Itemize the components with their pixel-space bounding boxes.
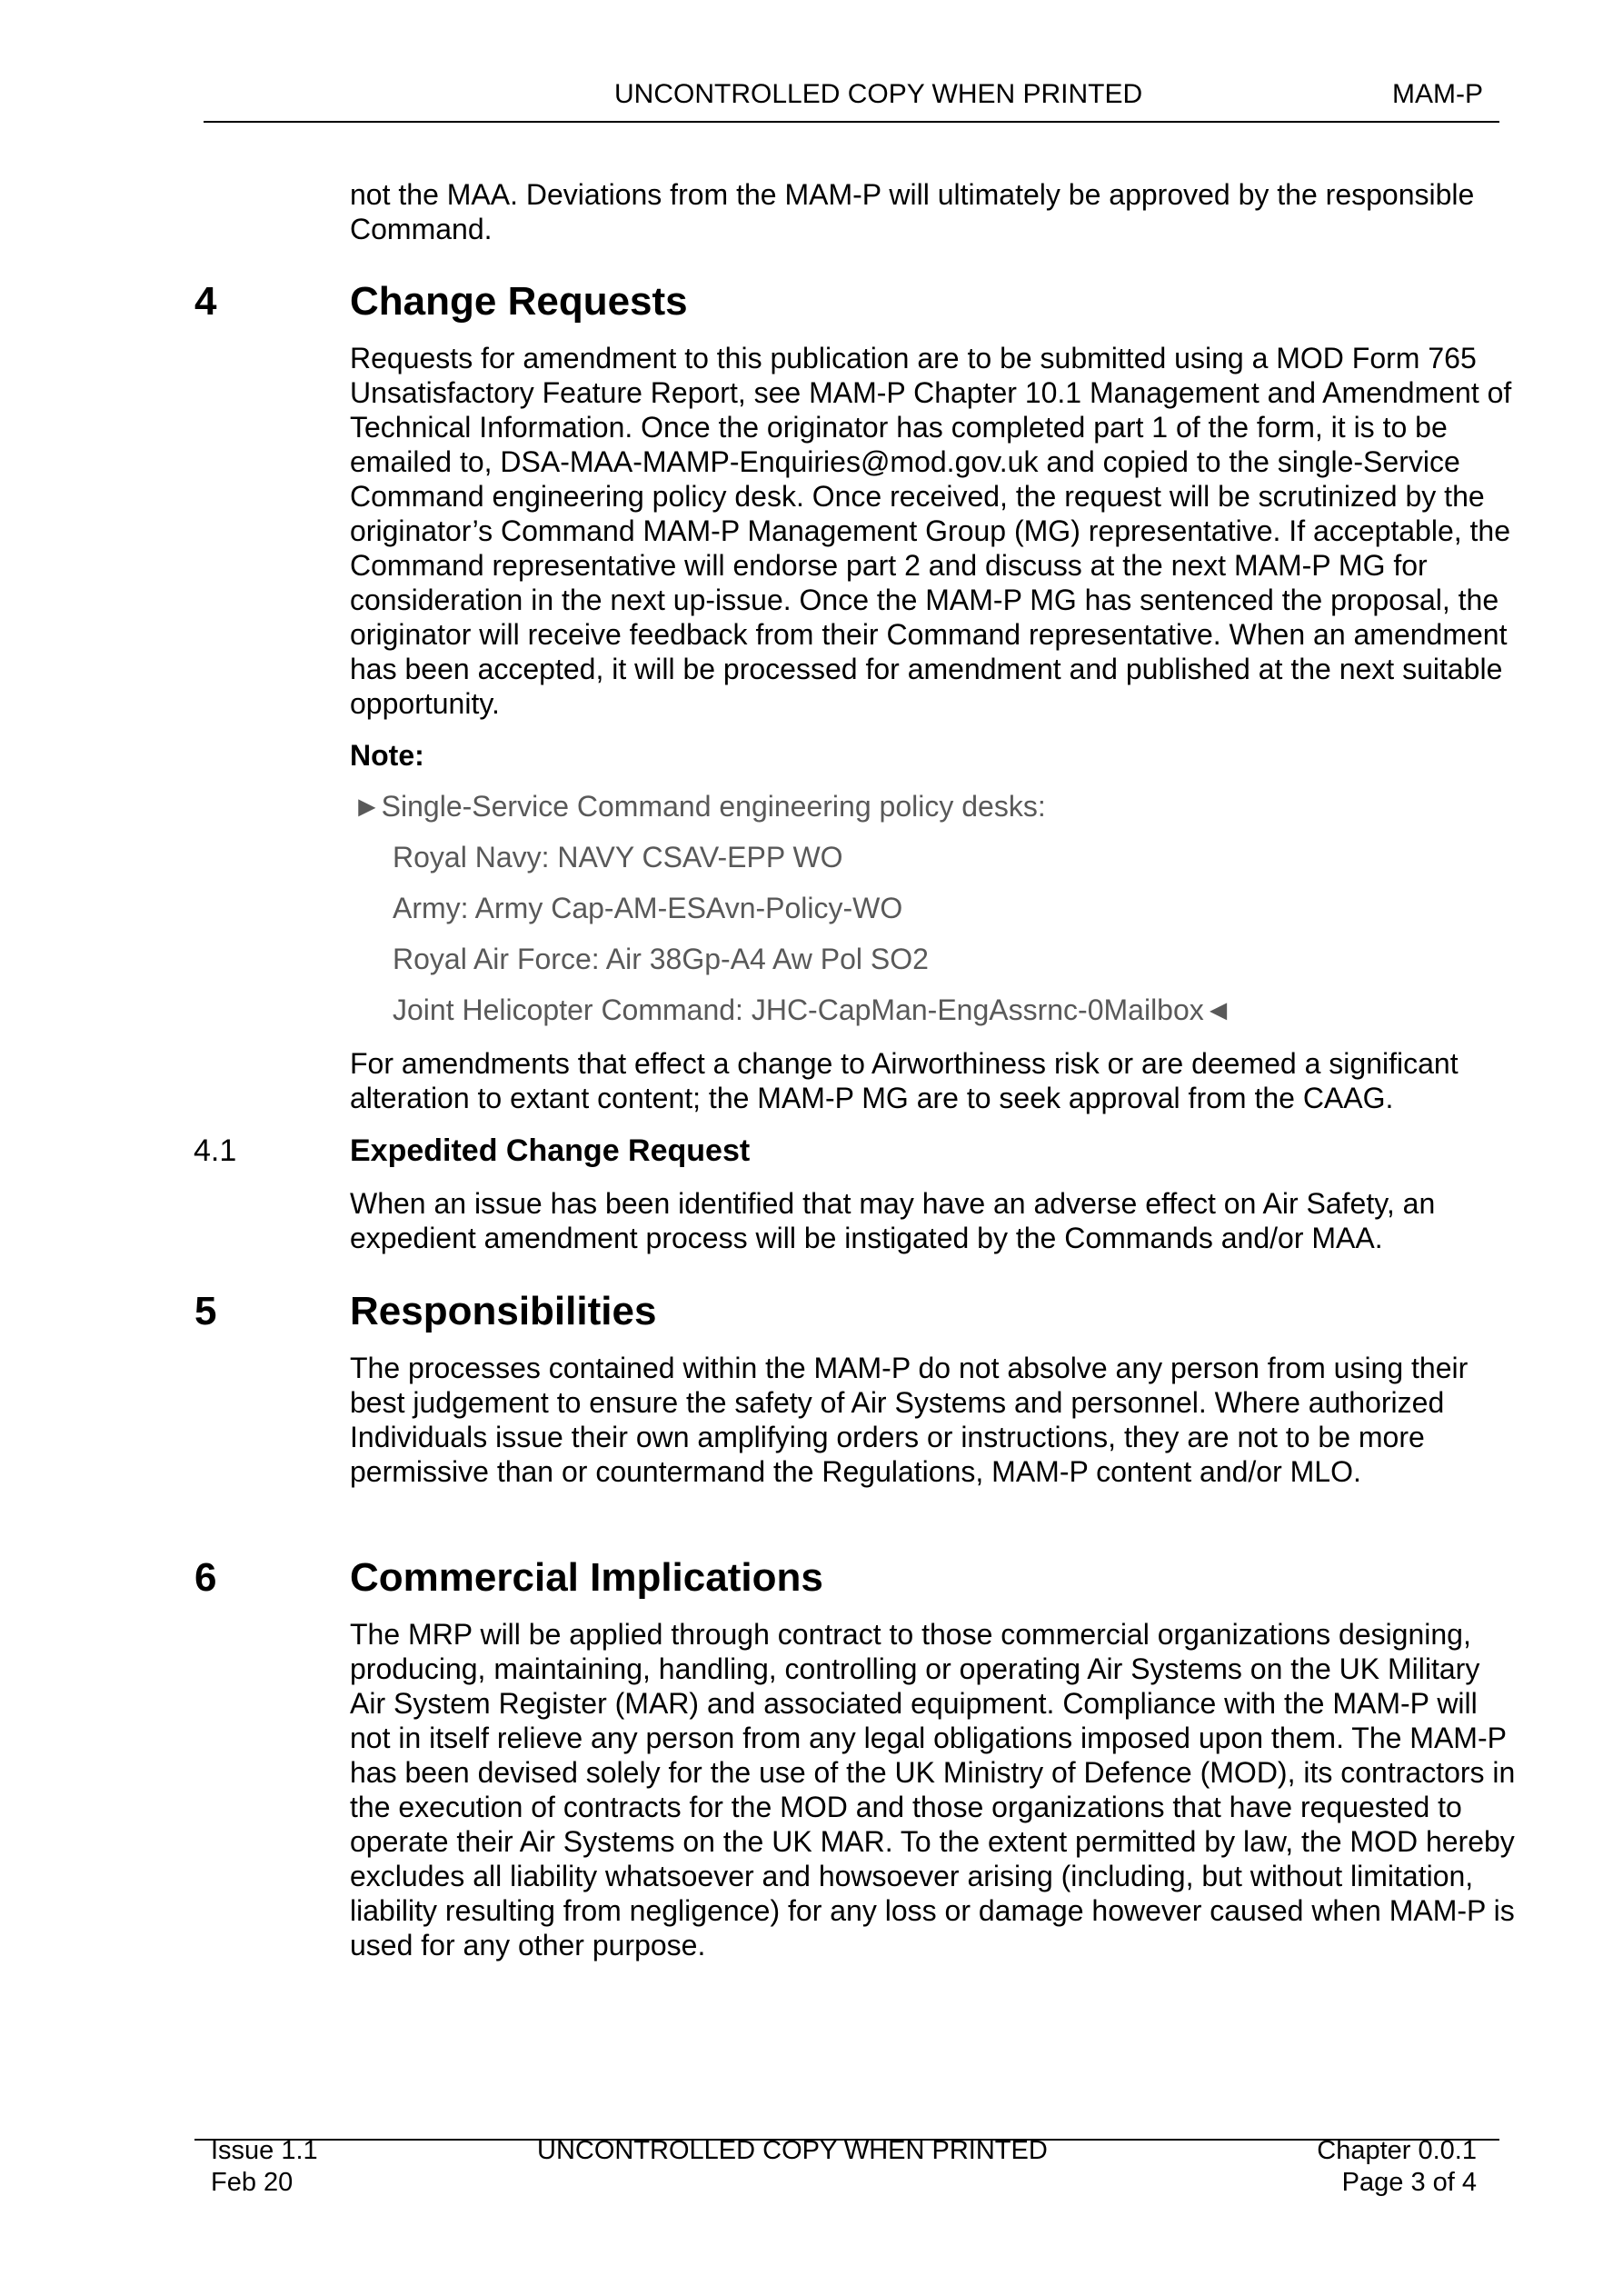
header-rule <box>204 121 1499 123</box>
intro-text: not the MAA. Deviations from the MAM-P will ultimately be approved by the responsible Command. <box>350 178 1475 245</box>
section-5-text: The processes contained within the MAM-P do not absolve any person from using their best judgement to ensure the safety of Air Systems and personnel. Where authorized Individuals issue their own amplifying orders or instructions, they are not to be more permissive than or countermand the Regulations, MAM-P content and/or MLO. <box>350 1352 1469 1488</box>
section-4-number: 4 <box>194 279 217 324</box>
header-title: UNCONTROLLED COPY WHEN PRINTED <box>614 79 1143 109</box>
section-5-title: Responsibilities <box>350 1289 657 1333</box>
note-item-army: Army: Army Cap-AM-ESAvn-Policy-WO <box>393 892 903 924</box>
section-4-title: Change Requests <box>350 279 688 324</box>
section-4-text-1: Requests for amendment to this publication are to be submitted using a MOD Form 765 Unsatisfactory Feature Report, see MAM-P Chapter 10.1 Management and Amendment of Technical Information. Once the originator has completed part 1 of the form, it is to be emailed to, DSA-MAA-MAMP-Enquiries@mod.gov.uk and copied to the single-Service Command engineering policy desk. Once received, the request will be scrutinized by the originator’s Command MAM-P Management Group (MG) representative. If acceptable, the Command representative will endorse part 2 and discuss at the next MAM-P MG for consideration in the next up-issue. Once the MAM-P MG has sentenced the proposal, the originator will receive feedback from their Command representative. When an amendment has been accepted, it will be processed for amendment and published at the next suitable opportunity. <box>350 342 1512 720</box>
footer-title: UNCONTROLLED COPY WHEN PRINTED <box>537 2136 1048 2165</box>
note-item-royal-navy: Royal Navy: NAVY CSAV-EPP WO <box>393 841 843 873</box>
section-5-number: 5 <box>194 1289 217 1333</box>
note-intro: ►Single-Service Command engineering policy desks: <box>353 790 1046 823</box>
header-doc-code: MAM-P <box>1392 79 1483 109</box>
note-item-royal-air-force: Royal Air Force: Air 38Gp-A4 Aw Pol SO2 <box>393 943 929 975</box>
section-4-1-title: Expedited Change Request <box>350 1133 751 1168</box>
section-4-paragraph-2 <box>350 1046 1518 1115</box>
section-4-paragraph-1 <box>350 341 1518 721</box>
intro-paragraph <box>350 177 1518 246</box>
note-label: Note: <box>350 739 424 772</box>
section-6-text: The MRP will be applied through contract to those commercial organizations designing, producing, maintaining, handling, controlling or operating Air Systems on the UK Military Air System Register (MAR) and associated equipment. Compliance with the MAM-P will not in itself relieve any person from any legal obligations imposed upon them. The MAM-P has been devised solely for the use of the UK Ministry of Defence (MOD), its contractors in the execution of contracts for the MOD and those organizations that have requested to operate their Air Systems on the UK MAR. To the extent permitted by law, the MOD hereby excludes all liability whatsoever and howsoever arising (including, but without limitation, liability resulting from negligence) for any loss or damage however caused when MAM-P is used for any other purpose. <box>350 1618 1516 1962</box>
section-5-paragraph <box>350 1351 1518 1489</box>
section-4-1-text: When an issue has been identified that may have an adverse effect on Air Safety, an expedient amendment process will be instigated by the Commands and/or MAA. <box>350 1187 1436 1254</box>
section-6-number: 6 <box>194 1555 217 1600</box>
footer-date: Feb 20 <box>211 2168 294 2197</box>
section-4-1-paragraph <box>350 1186 1518 1255</box>
section-6-paragraph <box>350 1617 1518 1962</box>
footer-issue: Issue 1.1 <box>211 2136 318 2165</box>
note-item-joint-helicopter-command: Joint Helicopter Command: JHC-CapMan-EngAssrnc-0Mailbox◄ <box>393 993 1233 1026</box>
section-4-text-2: For amendments that effect a change to Airworthiness risk or are deemed a significant alteration to extant content; the MAM-P MG are to seek approval from the CAAG. <box>350 1047 1459 1114</box>
footer-page-number: Page 3 of 4 <box>1341 2168 1477 2197</box>
section-4-1-number: 4.1 <box>194 1133 237 1168</box>
section-6-title: Commercial Implications <box>350 1555 823 1600</box>
footer-chapter: Chapter 0.0.1 <box>1317 2136 1477 2165</box>
